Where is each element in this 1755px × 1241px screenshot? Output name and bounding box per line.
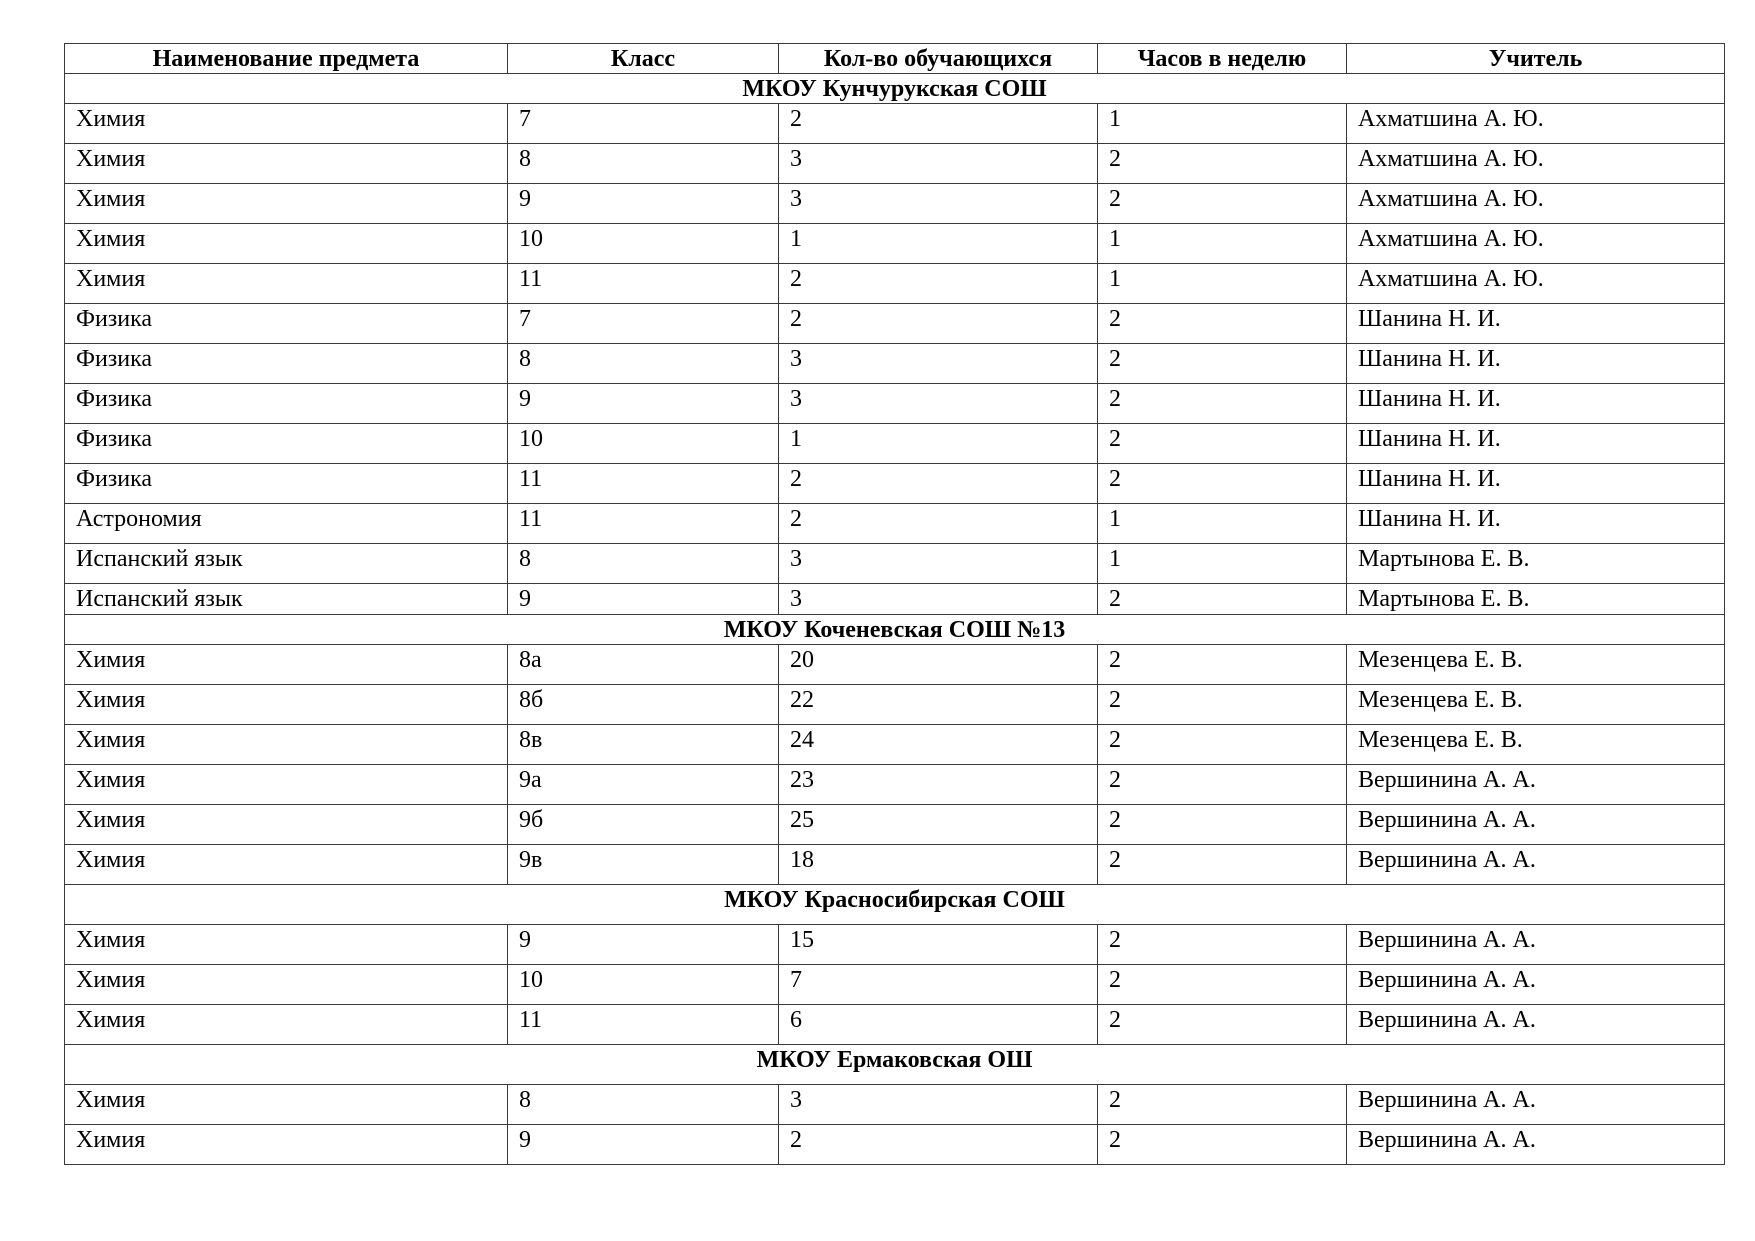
school-name: МКОУ Кунчурукская СОШ [65,74,1725,104]
cell-hours: 2 [1098,725,1347,765]
cell-hours: 2 [1098,464,1347,504]
table-row [65,765,1725,805]
cell-hours: 2 [1098,344,1347,384]
school-name: МКОУ Красносибирская СОШ [65,885,1725,925]
table-row [65,584,1725,615]
cell-teacher: Шанина Н. И. [1347,344,1725,384]
cell-teacher: Шанина Н. И. [1347,424,1725,464]
cell-subject: Физика [65,344,508,384]
cell-hours: 2 [1098,1085,1347,1125]
cell-students: 23 [779,765,1098,805]
schedule-body [65,74,1725,1165]
table-row [65,1125,1725,1165]
cell-hours: 1 [1098,104,1347,144]
table-row [65,344,1725,384]
cell-class: 11 [508,1005,779,1045]
cell-subject: Физика [65,384,508,424]
cell-subject: Химия [65,224,508,264]
table-row [65,1085,1725,1125]
cell-subject: Химия [65,805,508,845]
cell-students: 22 [779,685,1098,725]
cell-hours: 2 [1098,424,1347,464]
header-hours: Часов в неделю [1098,44,1347,74]
cell-students: 3 [779,144,1098,184]
cell-students: 1 [779,424,1098,464]
cell-hours: 2 [1098,1005,1347,1045]
table-row [65,144,1725,184]
cell-subject: Химия [65,1085,508,1125]
cell-class: 8б [508,685,779,725]
cell-teacher: Вершинина А. А. [1347,1125,1725,1165]
cell-teacher: Вершинина А. А. [1347,845,1725,885]
cell-class: 9б [508,805,779,845]
cell-class: 9 [508,384,779,424]
cell-students: 2 [779,1125,1098,1165]
table-row [65,504,1725,544]
table-row [65,184,1725,224]
cell-subject: Химия [65,725,508,765]
cell-class: 10 [508,965,779,1005]
header-class: Класс [508,44,779,74]
table-row [65,925,1725,965]
cell-students: 3 [779,544,1098,584]
table-row [65,965,1725,1005]
cell-teacher: Шанина Н. И. [1347,464,1725,504]
school-name: МКОУ Ермаковская ОШ [65,1045,1725,1085]
cell-students: 7 [779,965,1098,1005]
school-heading-row [65,885,1725,925]
cell-class: 8в [508,725,779,765]
cell-students: 2 [779,504,1098,544]
school-heading-row [65,74,1725,104]
cell-teacher: Мартынова Е. В. [1347,544,1725,584]
cell-teacher: Вершинина А. А. [1347,1005,1725,1045]
cell-subject: Химия [65,104,508,144]
cell-class: 9а [508,765,779,805]
cell-hours: 2 [1098,925,1347,965]
cell-subject: Химия [65,685,508,725]
cell-students: 3 [779,1085,1098,1125]
cell-teacher: Шанина Н. И. [1347,304,1725,344]
cell-students: 3 [779,184,1098,224]
cell-hours: 2 [1098,685,1347,725]
cell-subject: Физика [65,424,508,464]
cell-class: 8 [508,1085,779,1125]
cell-teacher: Ахматшина А. Ю. [1347,184,1725,224]
table-row [65,224,1725,264]
cell-subject: Химия [65,1125,508,1165]
cell-class: 11 [508,504,779,544]
school-heading-row [65,615,1725,645]
cell-hours: 2 [1098,805,1347,845]
cell-students: 2 [779,104,1098,144]
cell-hours: 2 [1098,765,1347,805]
table-row [65,104,1725,144]
cell-subject: Химия [65,264,508,304]
cell-class: 11 [508,264,779,304]
cell-hours: 2 [1098,1125,1347,1165]
schedule-table [64,43,1725,1165]
cell-teacher: Вершинина А. А. [1347,805,1725,845]
cell-hours: 2 [1098,845,1347,885]
cell-class: 9 [508,925,779,965]
cell-students: 3 [779,384,1098,424]
cell-subject: Химия [65,845,508,885]
cell-students: 18 [779,845,1098,885]
school-name: МКОУ Коченевская СОШ №13 [65,615,1725,645]
cell-class: 9в [508,845,779,885]
table-row [65,645,1725,685]
cell-teacher: Ахматшина А. Ю. [1347,264,1725,304]
cell-class: 10 [508,424,779,464]
cell-teacher: Вершинина А. А. [1347,765,1725,805]
cell-subject: Химия [65,144,508,184]
cell-hours: 2 [1098,304,1347,344]
table-row [65,304,1725,344]
cell-subject: Испанский язык [65,544,508,584]
cell-subject: Химия [65,925,508,965]
cell-hours: 1 [1098,224,1347,264]
cell-hours: 2 [1098,965,1347,1005]
cell-teacher: Шанина Н. И. [1347,384,1725,424]
cell-class: 7 [508,104,779,144]
table-row [65,805,1725,845]
cell-teacher: Ахматшина А. Ю. [1347,144,1725,184]
cell-hours: 2 [1098,384,1347,424]
table-row [65,544,1725,584]
header-students: Кол-во обучающихся [779,44,1098,74]
table-row [65,725,1725,765]
table-row [65,1005,1725,1045]
header-row [65,44,1725,74]
cell-hours: 2 [1098,144,1347,184]
cell-students: 25 [779,805,1098,845]
table-row [65,384,1725,424]
header-subject: Наименование предмета [65,44,508,74]
cell-students: 2 [779,464,1098,504]
cell-subject: Физика [65,304,508,344]
cell-students: 3 [779,344,1098,384]
table-row [65,685,1725,725]
cell-class: 7 [508,304,779,344]
schedule-sheet [64,43,1724,1165]
cell-class: 10 [508,224,779,264]
cell-teacher: Мезенцева Е. В. [1347,725,1725,765]
table-row [65,464,1725,504]
cell-subject: Физика [65,464,508,504]
cell-subject: Астрономия [65,504,508,544]
cell-class: 9 [508,584,779,615]
cell-hours: 2 [1098,584,1347,615]
cell-subject: Испанский язык [65,584,508,615]
cell-students: 1 [779,224,1098,264]
table-row [65,424,1725,464]
cell-teacher: Шанина Н. И. [1347,504,1725,544]
cell-hours: 2 [1098,645,1347,685]
school-heading-row [65,1045,1725,1085]
cell-class: 8 [508,544,779,584]
cell-hours: 2 [1098,184,1347,224]
cell-class: 9 [508,1125,779,1165]
cell-class: 11 [508,464,779,504]
cell-class: 8а [508,645,779,685]
header-teacher: Учитель [1347,44,1725,74]
cell-students: 3 [779,584,1098,615]
cell-hours: 1 [1098,504,1347,544]
cell-hours: 1 [1098,544,1347,584]
table-row [65,264,1725,304]
cell-teacher: Ахматшина А. Ю. [1347,104,1725,144]
cell-students: 20 [779,645,1098,685]
cell-subject: Химия [65,1005,508,1045]
cell-class: 8 [508,344,779,384]
cell-students: 15 [779,925,1098,965]
cell-teacher: Мартынова Е. В. [1347,584,1725,615]
cell-subject: Химия [65,965,508,1005]
cell-students: 6 [779,1005,1098,1045]
cell-students: 2 [779,264,1098,304]
cell-class: 9 [508,184,779,224]
table-row [65,845,1725,885]
cell-subject: Химия [65,645,508,685]
cell-teacher: Вершинина А. А. [1347,965,1725,1005]
cell-teacher: Ахматшина А. Ю. [1347,224,1725,264]
cell-class: 8 [508,144,779,184]
cell-students: 24 [779,725,1098,765]
cell-teacher: Вершинина А. А. [1347,925,1725,965]
cell-teacher: Мезенцева Е. В. [1347,685,1725,725]
cell-subject: Химия [65,765,508,805]
cell-hours: 1 [1098,264,1347,304]
cell-subject: Химия [65,184,508,224]
cell-teacher: Мезенцева Е. В. [1347,645,1725,685]
cell-students: 2 [779,304,1098,344]
cell-teacher: Вершинина А. А. [1347,1085,1725,1125]
